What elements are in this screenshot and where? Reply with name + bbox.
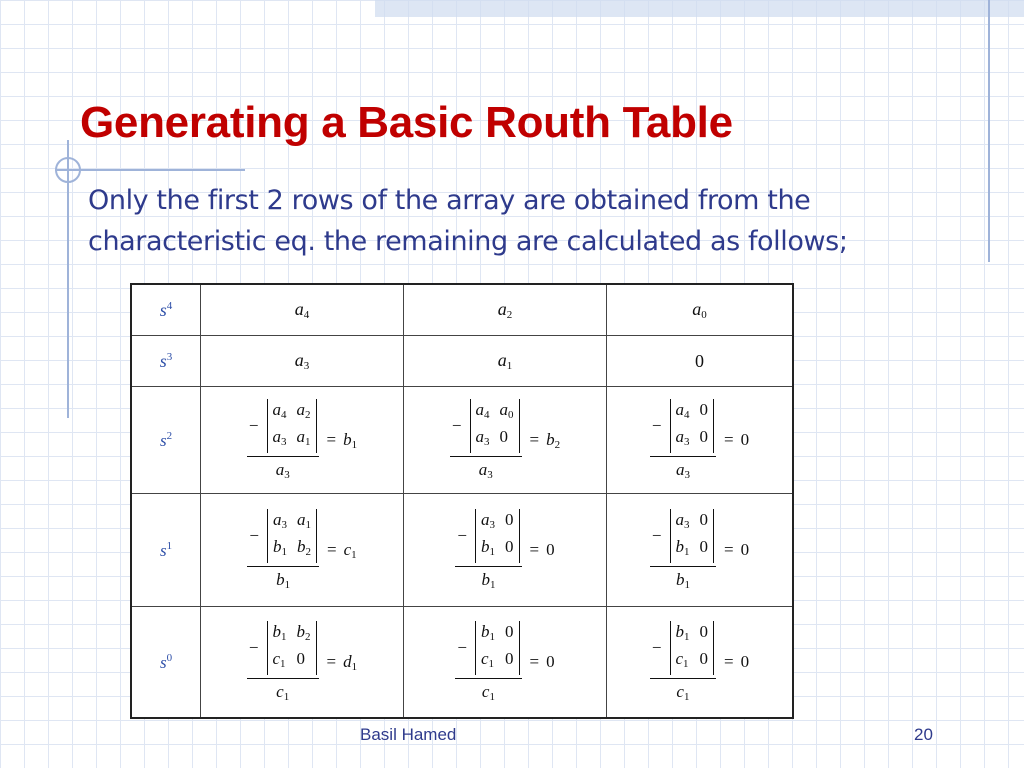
- result-variable: 0: [740, 652, 750, 671]
- fraction: [247, 621, 319, 704]
- determinant: [670, 621, 715, 675]
- determinant-entry: $c_1$: [675, 648, 689, 670]
- denominator-variable: $c_1$: [676, 682, 690, 704]
- determinant-entry: 0: [499, 426, 508, 446]
- denominator-variable: $c_1$: [276, 682, 290, 704]
- fraction-numerator: [247, 509, 319, 566]
- routh-cell: [404, 387, 607, 494]
- fraction: [450, 399, 522, 482]
- footer-author: Basil Hamed: [360, 725, 457, 744]
- fraction-numerator: [455, 621, 521, 678]
- top-decorative-band: [375, 0, 1024, 17]
- determinant: [475, 509, 520, 563]
- determinant-entry: $b_2$: [296, 536, 311, 558]
- routh-power-label: $s^0$: [131, 607, 201, 719]
- result-variable: $d_1$: [343, 651, 358, 673]
- routh-row: [131, 336, 793, 387]
- determinant-entry: $c_1$: [272, 648, 286, 670]
- fraction: [650, 509, 716, 592]
- routh-expression: [247, 621, 357, 704]
- routh-power-label: $s^2$: [131, 387, 201, 494]
- equals-sign: =: [326, 652, 337, 671]
- fraction-numerator: [247, 399, 319, 456]
- routh-power-label: $s^3$: [131, 336, 201, 387]
- equals-sign: =: [326, 430, 337, 449]
- determinant: [470, 399, 520, 453]
- footer-page-number: 20: [914, 725, 933, 744]
- fraction-denominator: [676, 457, 690, 481]
- fraction-numerator: [247, 621, 319, 678]
- minus-sign: −: [651, 415, 662, 435]
- determinant-entry: $a_3$: [481, 509, 495, 531]
- result-variable: 0: [740, 430, 750, 449]
- slide-body-text: Only the first 2 rows of the array are obtained from the characteristic eq. the remaining are calculated as follows;: [88, 185, 848, 257]
- determinant-entry: $a_3$: [272, 426, 287, 448]
- fraction-denominator: [479, 457, 493, 481]
- routh-expression: [247, 399, 357, 482]
- result-variable: 0: [740, 540, 750, 559]
- determinant-entry: $b_2$: [296, 621, 311, 643]
- equals-sign: =: [529, 540, 540, 559]
- result-variable: $c_1$: [343, 539, 357, 561]
- routh-row: [131, 607, 793, 719]
- decorative-circle: [55, 157, 81, 183]
- routh-cell: [607, 387, 794, 494]
- routh-cell: [607, 494, 794, 607]
- routh-cell: [201, 284, 404, 336]
- denominator-variable: $a_3$: [675, 460, 690, 482]
- minus-sign: −: [248, 637, 259, 657]
- routh-cell: [201, 607, 404, 719]
- determinant-entry: 0: [699, 648, 708, 668]
- fraction-numerator: [650, 621, 716, 678]
- determinant-entry: 0: [296, 648, 305, 668]
- fraction-denominator: [481, 567, 495, 591]
- routh-cell: [404, 284, 607, 336]
- denominator-variable: $a_3$: [275, 460, 290, 482]
- fraction-denominator: [276, 567, 290, 591]
- minus-sign: −: [651, 525, 662, 545]
- routh-cell: [201, 494, 404, 607]
- determinant-entry: 0: [699, 509, 708, 529]
- routh-expression: [650, 399, 749, 482]
- determinant-entry: $c_1$: [481, 648, 495, 670]
- minus-sign: −: [457, 637, 467, 657]
- determinant-entry: $a_0$: [499, 399, 514, 421]
- minus-sign: −: [249, 525, 259, 545]
- routh-row: [131, 284, 793, 336]
- equals-sign: =: [724, 652, 734, 671]
- determinant-entry: $a_3$: [675, 426, 690, 448]
- determinant-entry: $b_1$: [675, 621, 690, 643]
- equals-sign: =: [529, 430, 540, 449]
- determinant-entry: $b_1$: [481, 621, 495, 643]
- routh-value: 0: [695, 350, 704, 371]
- routh-cell: [607, 284, 794, 336]
- determinant-entry: 0: [505, 648, 514, 668]
- routh-coefficient: $a_1$: [497, 350, 513, 372]
- equals-sign: =: [724, 540, 734, 559]
- denominator-variable: $a_3$: [478, 460, 493, 482]
- routh-coefficient: $a_3$: [294, 350, 310, 372]
- equals-sign: =: [724, 430, 734, 449]
- result-variable: 0: [546, 540, 555, 559]
- determinant-entry: 0: [699, 621, 708, 641]
- determinant-entry: 0: [505, 536, 514, 556]
- routh-expression: [247, 509, 356, 592]
- determinant: [670, 399, 715, 453]
- routh-cell: [201, 387, 404, 494]
- determinant-entry: $a_4$: [675, 399, 690, 421]
- routh-expression: [650, 621, 749, 704]
- determinant-entry: $a_3$: [272, 509, 287, 531]
- denominator-variable: $b_1$: [675, 570, 690, 592]
- routh-power-label: $s^4$: [131, 284, 201, 336]
- fraction: [247, 509, 319, 592]
- determinant-entry: $a_4$: [272, 399, 287, 421]
- determinant-entry: $a_3$: [475, 426, 490, 448]
- determinant-entry: 0: [699, 426, 708, 446]
- denominator-variable: $b_1$: [481, 570, 496, 592]
- determinant: [267, 509, 317, 563]
- slide-title: Generating a Basic Routh Table: [80, 98, 733, 147]
- determinant-entry: $b_1$: [272, 536, 287, 558]
- routh-cell: [607, 336, 794, 387]
- fraction-denominator: [676, 567, 690, 591]
- determinant-entry: $a_2$: [296, 399, 311, 421]
- routh-table: [130, 283, 794, 719]
- routh-cell: [404, 336, 607, 387]
- determinant-entry: 0: [505, 509, 514, 529]
- routh-cell: [607, 607, 794, 719]
- fraction: [455, 621, 521, 704]
- routh-coefficient: $a_4$: [294, 299, 310, 321]
- determinant-entry: 0: [505, 621, 514, 641]
- fraction-denominator: [276, 679, 289, 703]
- routh-expression: [650, 509, 749, 592]
- determinant: [267, 399, 317, 453]
- equals-sign: =: [326, 540, 337, 559]
- determinant-entry: $b_1$: [675, 536, 690, 558]
- equals-sign: =: [529, 652, 540, 671]
- determinant-entry: 0: [699, 536, 708, 556]
- fraction-denominator: [482, 679, 495, 703]
- result-variable: 0: [546, 652, 555, 671]
- routh-expression: [450, 399, 560, 482]
- denominator-variable: $c_1$: [481, 682, 495, 704]
- determinant: [670, 509, 715, 563]
- routh-row: [131, 387, 793, 494]
- minus-sign: −: [248, 415, 259, 435]
- fraction: [650, 399, 716, 482]
- routh-cell: [404, 494, 607, 607]
- determinant-entry: $b_1$: [481, 536, 495, 558]
- fraction: [650, 621, 716, 704]
- denominator-variable: $b_1$: [276, 570, 291, 592]
- decorative-vertical-line-right: [988, 0, 990, 262]
- routh-coefficient: $a_0$: [692, 299, 707, 321]
- determinant-entry: 0: [699, 399, 708, 419]
- fraction: [247, 399, 319, 482]
- fraction-denominator: [676, 679, 689, 703]
- fraction-numerator: [650, 509, 716, 566]
- decorative-horizontal-line: [55, 169, 245, 171]
- determinant: [475, 621, 520, 675]
- minus-sign: −: [451, 415, 462, 435]
- fraction-numerator: [450, 399, 522, 456]
- minus-sign: −: [457, 525, 467, 545]
- result-variable: $b_1$: [343, 429, 358, 451]
- routh-cell: [201, 336, 404, 387]
- routh-power-label: $s^1$: [131, 494, 201, 607]
- result-variable: $b_2$: [546, 429, 561, 451]
- routh-cell: [404, 607, 607, 719]
- determinant-entry: $a_1$: [296, 509, 311, 531]
- fraction-numerator: [650, 399, 716, 456]
- determinant: [267, 621, 317, 675]
- routh-expression: [455, 621, 554, 704]
- minus-sign: −: [651, 637, 662, 657]
- determinant-entry: $a_1$: [296, 426, 311, 448]
- determinant-entry: $a_3$: [675, 509, 690, 531]
- fraction: [455, 509, 521, 592]
- determinant-entry: $b_1$: [272, 621, 287, 643]
- determinant-entry: $a_4$: [475, 399, 490, 421]
- routh-expression: [455, 509, 554, 592]
- routh-coefficient: $a_2$: [497, 299, 513, 321]
- fraction-numerator: [455, 509, 521, 566]
- routh-row: [131, 494, 793, 607]
- fraction-denominator: [276, 457, 290, 481]
